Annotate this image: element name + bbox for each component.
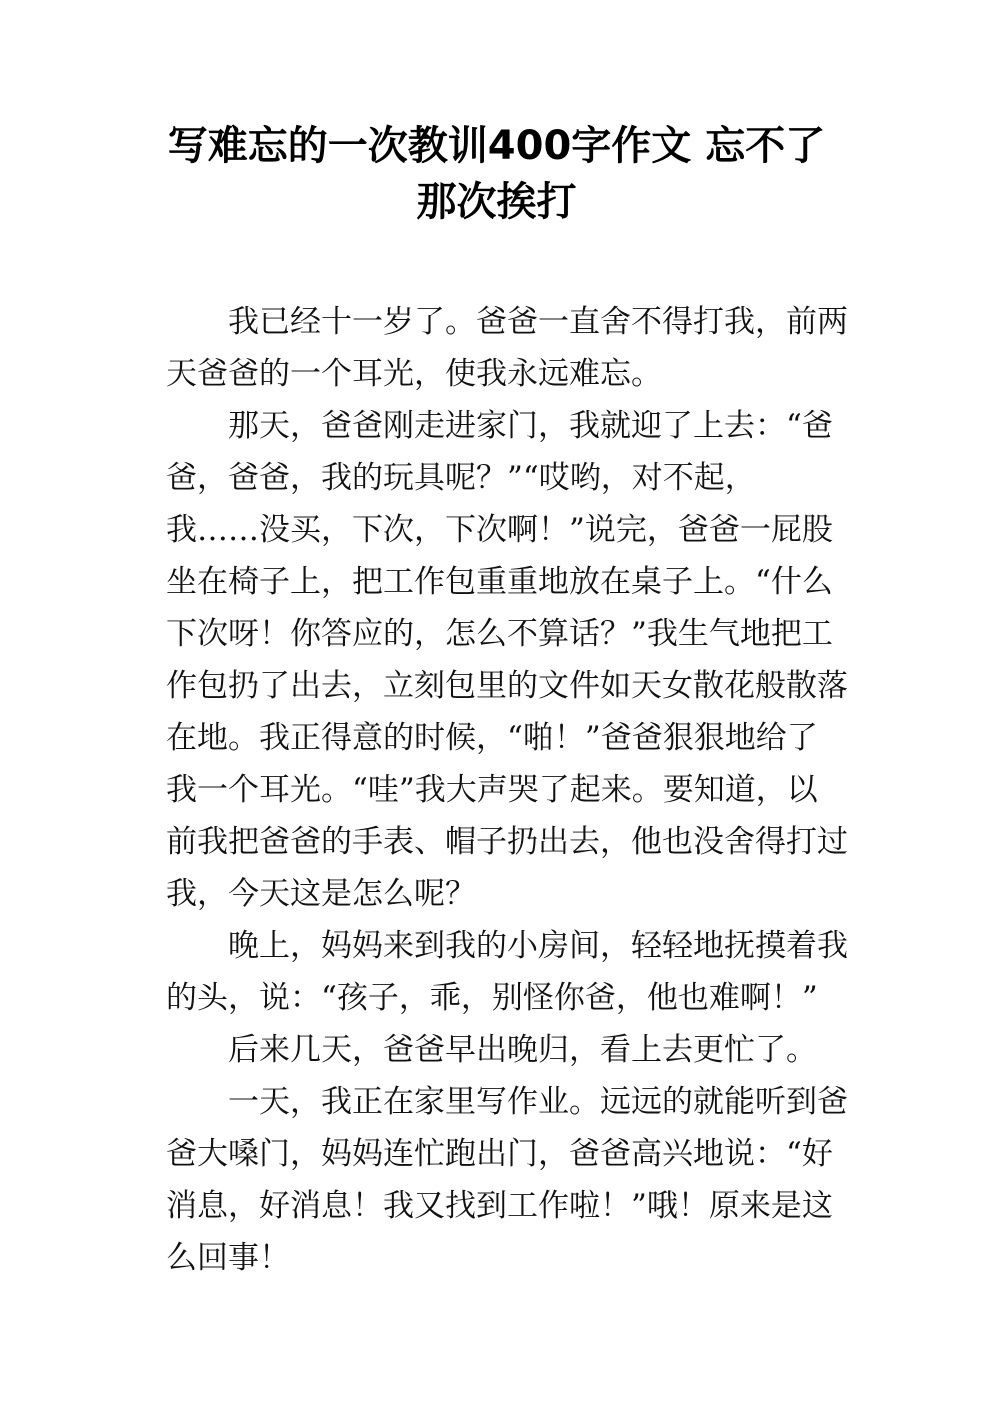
title-line-2: 那次挨打 [416,179,577,225]
document-body [166,296,846,1284]
text-line: 爸大嗓门，妈妈连忙跑出门，爸爸高兴地说：“好 [166,1136,833,1172]
text-line: 作包扔了出去，立刻包里的文件如天女散花般散落 [166,668,848,704]
text-line: 一天，我正在家里写作业。远远的就能听到爸 [228,1084,848,1120]
text-line: 那天，爸爸刚走进家门，我就迎了上去：“爸 [228,408,833,444]
paragraph-1 [166,296,846,400]
text-line: 我已经十一岁了。爸爸一直舍不得打我，前两 [228,304,848,340]
text-line: 晚上，妈妈来到我的小房间，轻轻地抚摸着我 [228,928,848,964]
text-line: 我一个耳光。“哇”我大声哭了起来。要知道，以 [166,772,818,808]
text-line: 坐在椅子上，把工作包重重地放在桌子上。“什么 [166,564,833,600]
text-line: 天爸爸的一个耳光，使我永远难忘。 [166,356,662,392]
document-title [120,118,873,230]
text-line: 消息，好消息！我又找到工作啦！”哦！原来是这 [166,1188,833,1224]
paragraph-4 [166,1024,846,1076]
title-line-1: 写难忘的一次教训400字作文 忘不了 [167,123,826,169]
paragraph-3 [166,920,846,1024]
text-line: 我，今天这是怎么呢？ [166,876,476,912]
text-line: 下次呀！你答应的，怎么不算话？”我生气地把工 [166,616,833,652]
text-line: 在地。我正得意的时候，“啪！”爸爸狠狠地给了 [166,720,818,756]
text-line: 么回事！ [166,1240,290,1276]
paragraph-5 [166,1076,846,1284]
text-line: 前我把爸爸的手表、帽子扔出去，他也没舍得打过 [166,824,848,860]
text-line: 爸，爸爸，我的玩具呢？”“哎哟，对不起， [166,460,756,496]
text-line: 的头，说：“孩子，乖，别怪你爸，他也难啊！” [166,980,818,1016]
paragraph-2 [166,400,846,920]
text-line: 后来几天，爸爸早出晚归，看上去更忙了。 [228,1032,817,1068]
text-line: 我……没买，下次，下次啊！”说完，爸爸一屁股 [166,512,833,548]
